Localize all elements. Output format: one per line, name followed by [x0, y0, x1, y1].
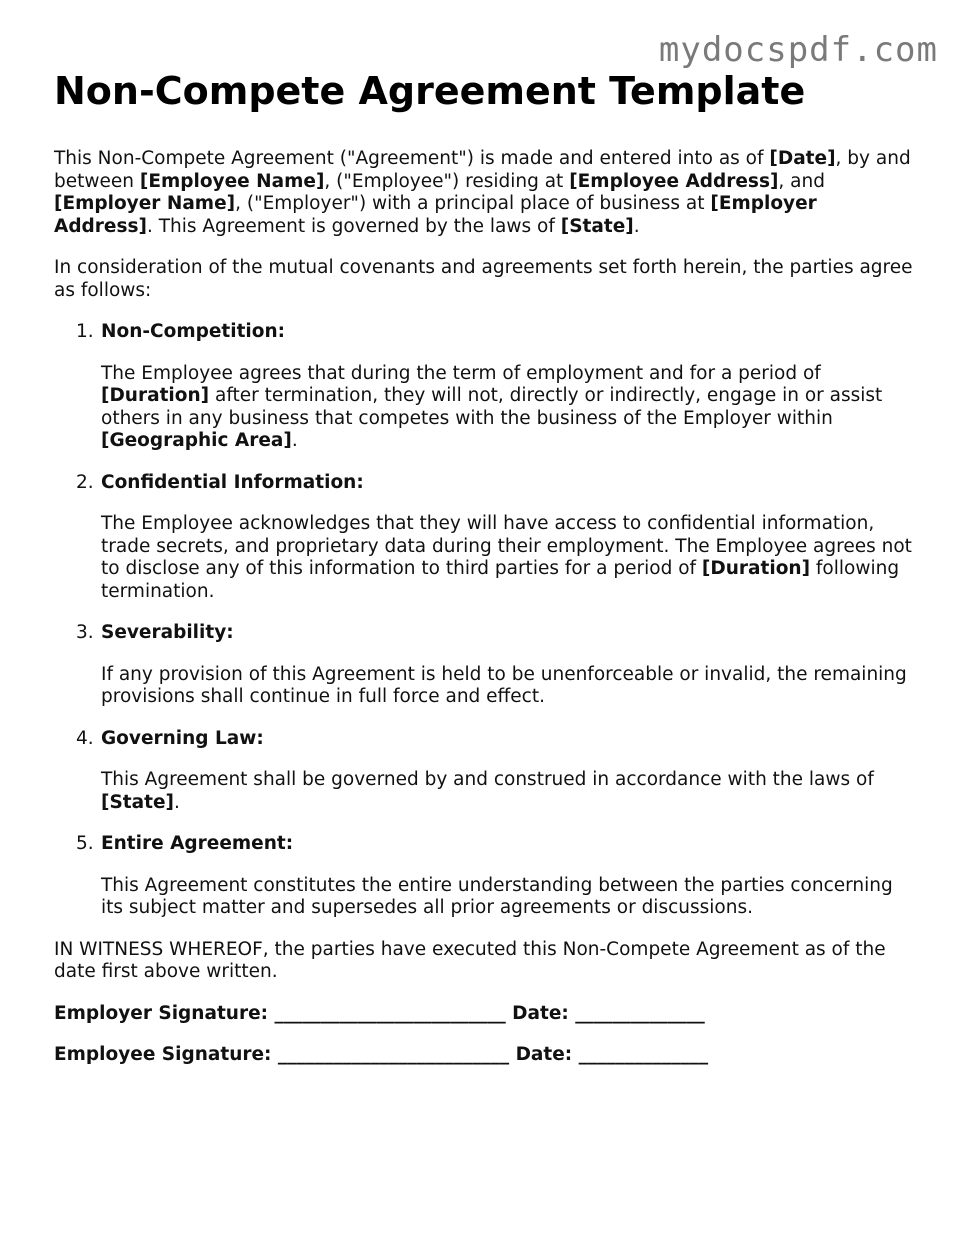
section-text: The Employee agrees that during the term of employment and for a period of	[101, 362, 821, 384]
section-body: This Agreement constitutes the entire understanding between the parties concerning its subject matter and supersedes all prior agreements or discussions.	[101, 874, 893, 918]
section-number: 1.	[76, 321, 94, 342]
section-body	[101, 513, 914, 603]
witness-paragraph: IN WITNESS WHEREOF, the parties have executed this Non-Compete Agreement as of the date first above written.	[54, 938, 886, 982]
section-title: Governing Law:	[101, 727, 264, 749]
section-title: Severability:	[101, 622, 234, 643]
section-list	[54, 321, 914, 920]
document-body	[54, 64, 914, 1086]
duration-placeholder: [Duration]	[701, 558, 811, 579]
section-title: Non-Competition:	[101, 321, 286, 342]
section-text: .	[173, 791, 180, 813]
section-body	[101, 363, 914, 453]
employee-address-placeholder: [Employee Address]	[569, 170, 779, 192]
section-number: 3.	[76, 622, 94, 643]
section-entire-agreement	[54, 833, 914, 920]
employee-name-placeholder: [Employee Name]	[139, 170, 325, 192]
intro-text: , ("Employer") with a principal place of business at	[235, 193, 711, 214]
date-placeholder: [Date]	[769, 148, 836, 169]
intro-text: .	[633, 215, 640, 237]
section-text: following termination.	[101, 558, 900, 602]
intro-text: , ("Employee") residing at	[324, 170, 570, 192]
intro-text: , and	[778, 170, 825, 192]
section-number: 5.	[76, 833, 94, 854]
section-text: .	[291, 430, 298, 451]
section-title: Entire Agreement:	[101, 833, 294, 854]
employer-address-placeholder: [Employer Address]	[54, 193, 817, 237]
employer-name-placeholder: [Employer Name]	[54, 193, 236, 214]
consideration-paragraph: In consideration of the mutual covenants and agreements set forth herein, the parties agree as follows:	[54, 257, 913, 301]
watermark: mydocspdf.com	[658, 30, 938, 70]
section-text: after termination, they will not, directly or indirectly, engage in or assist others in any business that competes with the business of the Employer within	[101, 385, 883, 429]
section-text: This Agreement shall be governed by and construed in accordance with the laws of	[101, 769, 874, 790]
section-non-competition	[54, 321, 914, 453]
section-text: The Employee acknowledges that they will have access to confidential information, trade secrets, and proprietary data during their employment. The Employee agrees not to disclose any of this information to third parties for a period of	[101, 513, 912, 579]
section-governing-law	[54, 728, 914, 815]
state-placeholder: [State]	[560, 215, 634, 237]
intro-text: . This Agreement is governed by the laws of	[146, 215, 561, 237]
intro-paragraph	[54, 148, 914, 238]
employee-signature-line: Employee Signature: _________________________ Date: ______________	[54, 1044, 709, 1065]
section-severability	[54, 622, 914, 709]
section-number: 2.	[76, 471, 94, 493]
state-placeholder: [State]	[101, 791, 174, 813]
duration-placeholder: [Duration]	[101, 385, 210, 406]
section-body	[101, 769, 914, 814]
section-body: If any provision of this Agreement is held to be unenforceable or invalid, the remaining provisions shall continue in full force and effect.	[101, 663, 907, 707]
section-title: Confidential Information:	[101, 471, 364, 493]
section-confidential-information	[54, 472, 914, 604]
employer-signature-line: Employer Signature: _________________________ Date: ______________	[54, 1002, 705, 1024]
section-number: 4.	[76, 727, 94, 749]
intro-text: This Non-Compete Agreement ("Agreement") is made and entered into as of	[54, 148, 770, 169]
geographic-area-placeholder: [Geographic Area]	[101, 430, 292, 451]
page-title: Non-Compete Agreement Template	[54, 69, 806, 113]
intro-text: , by and between	[54, 148, 911, 192]
